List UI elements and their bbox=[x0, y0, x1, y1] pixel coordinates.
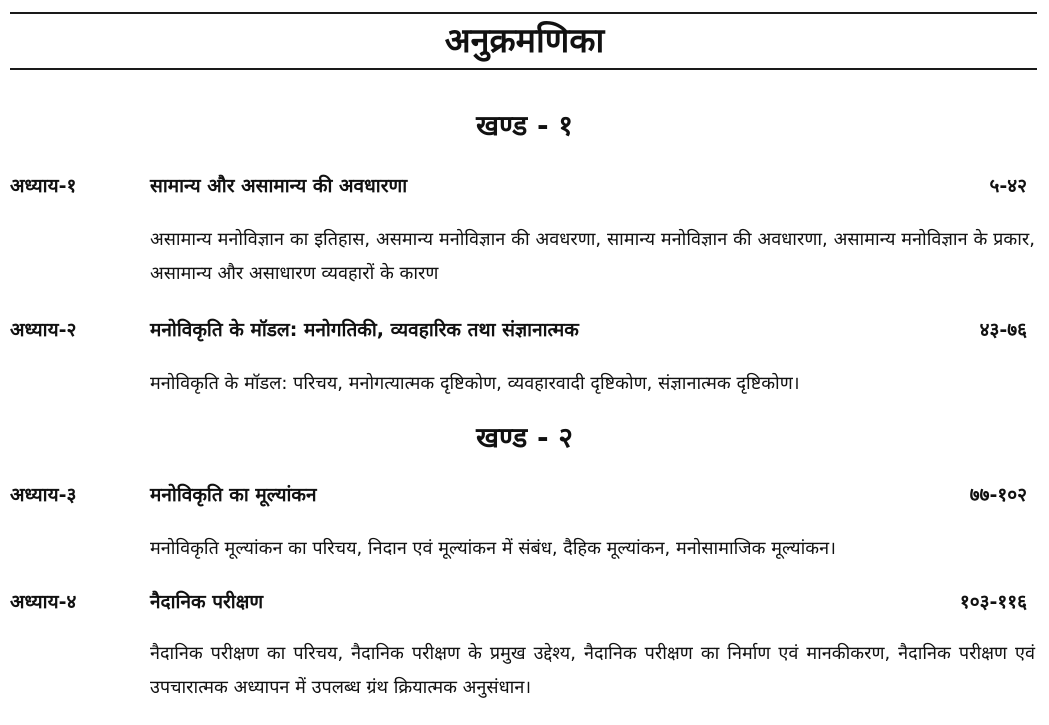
chapter-description: नैदानिक परीक्षण का परिचय, नैदानिक परीक्षण के प्रमुख उद्देश्य, नैदानिक परीक्षण का निर्माण एवं मानकीकरण, नैदानिक परीक्षण एवं उपचारात्मक अध्यापन में उपलब्ध ग्रंथ क्रियात्मक अनुसंधान। bbox=[150, 643, 1035, 698]
top-rule bbox=[10, 12, 1037, 14]
chapter-title: नैदानिक परीक्षण bbox=[150, 591, 264, 613]
chapter-page-range: ५-४२ bbox=[989, 175, 1027, 197]
chapter-label: अध्याय-४ bbox=[10, 591, 77, 613]
section-heading-1: खण्ड - १ bbox=[476, 109, 573, 142]
chapter-page-range: ४३-७६ bbox=[979, 319, 1027, 341]
chapter-label: अध्याय-१ bbox=[10, 175, 77, 197]
chapter-description: असामान्य मनोविज्ञान का इतिहास, असमान्य मनोविज्ञान की अवधरणा, सामान्य मनोविज्ञान की अवधारणा, असामान्य मनोविज्ञान के प्रकार, असामान्य और असाधारण व्यवहारों के कारण bbox=[150, 229, 1035, 284]
section-heading-2: खण्ड - २ bbox=[476, 421, 573, 454]
chapter-description: मनोविकृति मूल्यांकन का परिचय, निदान एवं मूल्यांकन में संबंध, दैहिक मूल्यांकन, मनोसामाजिक मूल्यांकन। bbox=[150, 538, 836, 559]
chapter-description: मनोविकृति के मॉडल: परिचय, मनोगत्यात्मक दृष्टिकोण, व्यवहारवादी दृष्टिकोण, संज्ञानात्मक दृष्टिकोण। bbox=[150, 373, 800, 394]
chapter-label: अध्याय-२ bbox=[10, 319, 77, 341]
chapter-title: मनोविकृति का मूल्यांकन bbox=[150, 484, 317, 506]
chapter-page-range: ७७-१०२ bbox=[969, 484, 1027, 506]
chapter-title: सामान्य और असामान्य की अवधारणा bbox=[150, 175, 408, 197]
chapter-title: मनोविकृति के मॉडल: मनोगतिकी, व्यवहारिक तथा संज्ञानात्मक bbox=[150, 319, 579, 341]
title-underline-rule bbox=[10, 68, 1037, 70]
page-title: अनुक्रमणिका bbox=[444, 21, 605, 61]
chapter-label: अध्याय-३ bbox=[10, 484, 77, 506]
chapter-page-range: १०३-११६ bbox=[959, 591, 1027, 613]
